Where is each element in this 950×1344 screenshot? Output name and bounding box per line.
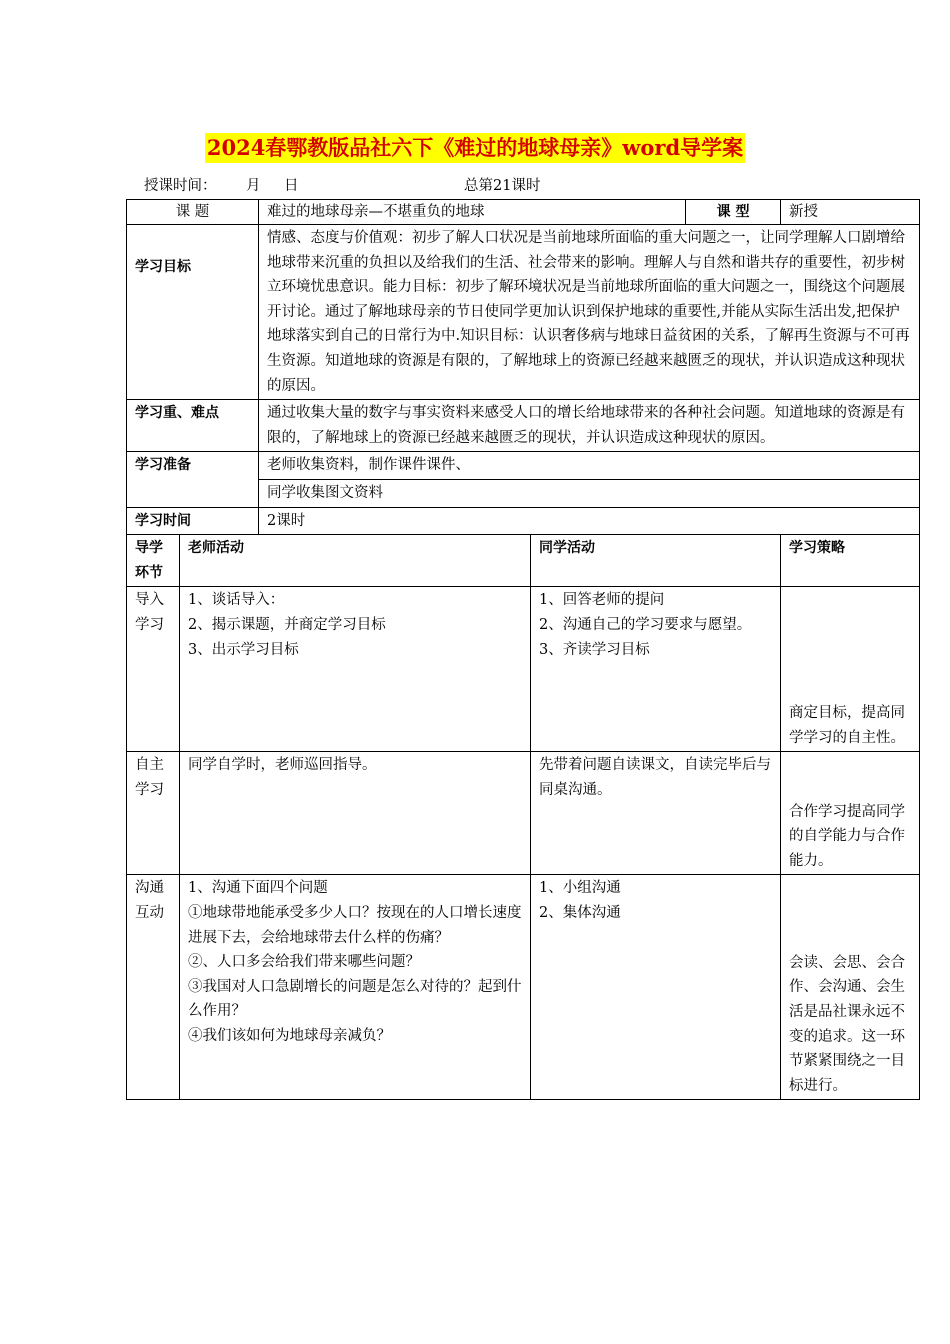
activity-row: [127, 875, 920, 1100]
stage-cell: 导入学习: [127, 587, 180, 752]
topic-label: 课 题: [127, 200, 259, 225]
prep-line-2: 同学收集图文资料: [259, 479, 920, 507]
activity-row: [127, 587, 920, 752]
student-item: 2、集体沟通: [539, 904, 621, 921]
document-title: 2024春鄂教版品社六下《难过的地球母亲》word导学案: [205, 133, 745, 163]
title-wrap: [0, 133, 950, 163]
teacher-header: 老师活动: [180, 535, 531, 587]
student-cell: [531, 752, 781, 875]
day-label: 日: [284, 178, 299, 194]
strategy-header: 学习策略: [781, 535, 920, 587]
student-cell: [531, 875, 781, 1100]
strategy-cell: 商定目标，提高同学学习的自主性。: [781, 587, 920, 752]
teacher-item: ④我们该如何为地球母亲减负？: [188, 1027, 391, 1044]
prep-row-1: [127, 452, 920, 480]
teacher-item: ①地球带地能承受多少人口？按现在的人口增长速度进展下去，会给地球带去什么样的伤痛？: [188, 904, 522, 946]
student-item: 3、齐读学习目标: [539, 641, 650, 658]
keypoints-row: [127, 400, 920, 452]
student-item: 先带着问题自读课文，自读完毕后与同桌沟通。: [539, 757, 772, 798]
keypoints-label: 学习重、难点: [127, 400, 259, 452]
teacher-item: 1、沟通下面四个问题: [188, 880, 328, 897]
strategy-cell: 会读、会思、会合作、会沟通、会生活是品社课永远不变的追求。这一环节紧紧围绕之一目标进行。: [781, 875, 920, 1100]
student-item: 1、回答老师的提问: [539, 592, 665, 609]
duration-row: [127, 507, 920, 535]
type-label: 课 型: [686, 200, 781, 225]
type-value: 新授: [781, 200, 920, 225]
teacher-item: 3、出示学习目标: [188, 641, 299, 658]
prep-label: 学习准备: [127, 452, 259, 507]
goals-label: 学习目标: [127, 225, 259, 400]
lesson-plan-table: [126, 199, 920, 1100]
teacher-item: 1、谈话导入：: [188, 592, 285, 609]
stage-header: 导学环节: [127, 535, 180, 587]
teacher-item: 同学自学时，老师巡回指导。: [188, 757, 377, 774]
duration-label: 学习时间: [127, 507, 259, 535]
duration-value: 2课时: [259, 507, 920, 535]
prep-line-1: 老师收集资料，制作课件课件、: [259, 452, 920, 480]
topic-value: 难过的地球母亲—不堪重负的地球: [259, 200, 686, 225]
keypoints-text: 通过收集大量的数字与事实资料来感受人口的增长给地球带来的各种社会问题。知道地球的资源是有限的，了解地球上的资源已经越来越匮乏的现状，并认识造成这种现状的原因。: [259, 400, 920, 452]
student-header: 同学活动: [531, 535, 781, 587]
time-label: 授课时间：: [144, 178, 217, 194]
teacher-item: 2、揭示课题，并商定学习目标: [188, 616, 386, 633]
student-item: 1、小组沟通: [539, 880, 621, 897]
student-item: 2、沟通自己的学习要求与愿望。: [539, 616, 752, 633]
stage-cell: 沟通互动: [127, 875, 180, 1100]
goals-row: [127, 225, 920, 400]
activity-header-row: [127, 535, 920, 587]
activity-row: [127, 752, 920, 875]
student-cell: [531, 587, 781, 752]
teacher-cell: [180, 587, 531, 752]
goals-text: 情感、态度与价值观：初步了解人口状况是当前地球所面临的重大问题之一，让同学理解人口剧增给地球带来沉重的负担以及给我们的生活、社会带来的影响。理解人与自然和谐共存的重要性，初步树立环境忧患意识。能力目标：初步了解环境状况是当前地球所面临的重大问题之一，围绕这个问题展开讨论。通过了解地球母亲的节日使同学更加认识到保护地球的重要性,并能从实际生活出发,把保护地球落实到自己的日常行为中.知识目标：认识奢侈病与地球日益贫困的关系，了解再生资源与不可再生资源。知道地球的资源是有限的，了解地球上的资源已经越来越匮乏的现状，并认识造成这种现状的原因。: [259, 225, 920, 400]
stage-cell: 自主学习: [127, 752, 180, 875]
teacher-cell: [180, 875, 531, 1100]
teacher-item: ③我国对人口急剧增长的问题是怎么对待的？起到什么作用？: [188, 978, 522, 1020]
month-label: 月: [246, 178, 261, 194]
teacher-item: ②、人口多会给我们带来哪些问题？: [188, 954, 420, 971]
period-label: 总第21课时: [464, 178, 541, 194]
topic-row: [127, 200, 920, 225]
strategy-cell: 合作学习提高同学的自学能力与合作能力。: [781, 752, 920, 875]
teacher-cell: [180, 752, 531, 875]
